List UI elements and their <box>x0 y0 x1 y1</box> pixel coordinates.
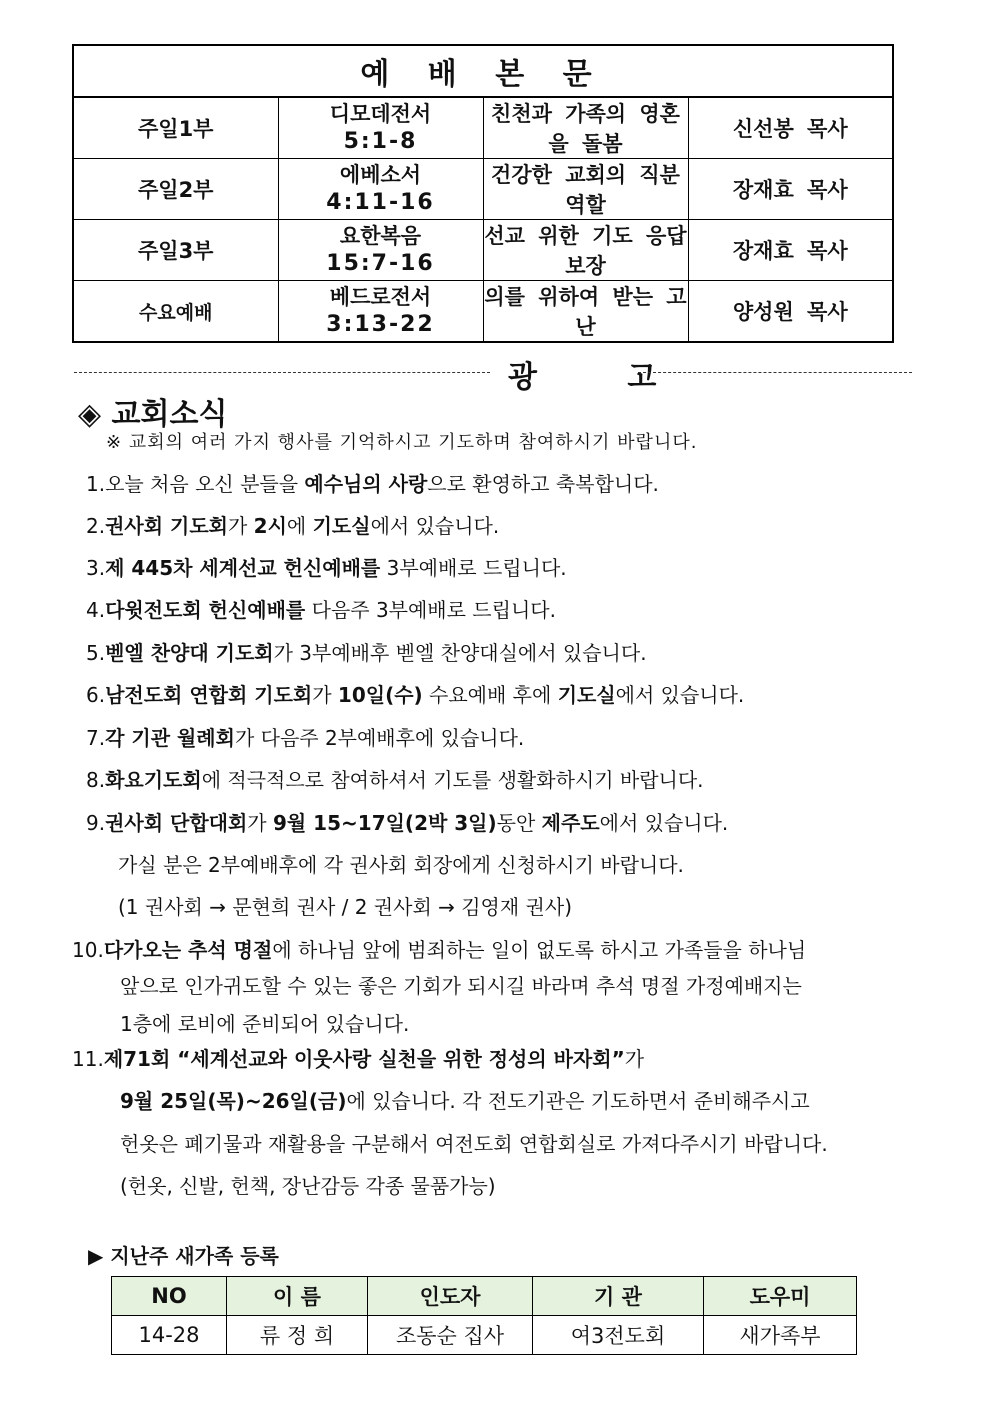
sermon-title: 건강한 교회의 직분 역할 <box>483 159 688 220</box>
cell-group: 여3전도회 <box>533 1316 704 1355</box>
emphasis-text: 남전도회 연합회 기도회 <box>105 683 313 707</box>
announcement-line <box>86 722 524 751</box>
text-segment: 가 다음주 2부예배후에 있습니다. <box>234 726 525 750</box>
cell-helper: 새가족부 <box>704 1316 857 1355</box>
text-segment: 앞으로 인가귀도할 수 있는 좋은 기회가 되시길 바라며 추석 명절 가정예배지는 <box>120 974 802 998</box>
text-segment: 다음주 3부예배로 드립니다. <box>305 598 556 622</box>
item-number: 10. <box>72 938 104 962</box>
service-name: 주일3부 <box>73 220 278 281</box>
ad-heading <box>72 352 912 395</box>
service-name: 주일1부 <box>73 97 278 159</box>
announcement-line <box>120 970 802 999</box>
emphasis-text: 예수님의 사랑 <box>304 472 428 496</box>
emphasis-text: 제주도 <box>541 811 600 835</box>
scripture <box>278 97 483 159</box>
announcement-line <box>118 849 684 878</box>
announcement-line <box>120 1128 828 1157</box>
item-number: 8. <box>86 768 106 792</box>
header-leader: 인도자 <box>368 1277 533 1316</box>
header-no: NO <box>112 1277 227 1316</box>
table-header-row <box>112 1277 857 1316</box>
emphasis-text: 다윗전도회 헌신예배를 <box>105 598 306 622</box>
emphasis-text: 9월 25일(목)~26일(금) <box>120 1089 347 1113</box>
scripture-book: 에베소서 <box>339 163 422 187</box>
item-number: 5. <box>86 641 106 665</box>
announcement-line <box>86 764 704 793</box>
sermon-title: 친천과 가족의 영혼을 돌봄 <box>483 97 688 159</box>
announcement-line <box>120 1008 409 1037</box>
item-number: 2. <box>86 514 106 538</box>
text-segment: 에 <box>286 514 313 538</box>
text-segment: (1 권사회 → 문현희 권사 / 2 권사회 → 김영재 권사) <box>118 895 573 919</box>
table-row <box>112 1316 857 1355</box>
scripture-ref: 15:7-16 <box>326 251 435 276</box>
scripture <box>278 220 483 281</box>
announcement-line <box>86 510 499 539</box>
section-title: ◈ 교회소식 <box>78 397 228 432</box>
notice-note: ※ 교회의 여러 가지 행사를 기억하시고 기도하며 참여하시기 바랍니다. <box>106 432 698 453</box>
dashed-divider <box>74 372 490 373</box>
sermon-title: 의를 위하여 받는 고난 <box>483 281 688 343</box>
scripture-book: 디모데전서 <box>329 102 432 126</box>
emphasis-text: 다가오는 추석 명절 <box>103 938 273 962</box>
text-segment: 가 3부예배후 벧엘 찬양대실에서 있습니다. <box>273 641 647 665</box>
scripture <box>278 159 483 220</box>
announcement-line <box>86 807 728 836</box>
announcement-line <box>86 594 556 623</box>
text-segment: 수요예배 후에 <box>422 683 558 707</box>
new-family-title: ▶ 지난주 새가족 등록 <box>88 1244 279 1268</box>
emphasis-text: 권사회 단합대회 <box>105 811 248 835</box>
preacher: 장재효 목사 <box>688 159 893 220</box>
emphasis-text: 각 기관 월례회 <box>105 726 235 750</box>
scripture-book: 요한복음 <box>339 224 422 248</box>
text-segment: 에서 있습니다. <box>370 514 500 538</box>
table-row <box>73 97 893 159</box>
preacher: 양성원 목사 <box>688 281 893 343</box>
text-segment: 에 적극적으로 참여하셔서 기도를 생활화하시기 바랍니다. <box>201 768 704 792</box>
item-number: 7. <box>86 726 106 750</box>
text-segment: 에서 있습니다. <box>599 811 729 835</box>
scripture-ref: 5:1-8 <box>343 129 418 154</box>
text-segment: 가 <box>312 683 338 707</box>
item-number: 3. <box>86 556 106 580</box>
emphasis-text: 화요기도회 <box>105 768 202 792</box>
sermon-table-title: 예 배 본 문 <box>73 45 893 97</box>
header-name: 이 름 <box>227 1277 368 1316</box>
item-number: 4. <box>86 598 106 622</box>
announcement-line <box>120 1170 496 1199</box>
text-segment: 오늘 처음 오신 분들을 <box>105 472 305 496</box>
text-segment: 에 하나님 앞에 범죄하는 일이 없도록 하시고 가족들을 하나님 <box>272 938 807 962</box>
text-segment: 가 <box>624 1047 645 1071</box>
cell-no: 14-28 <box>112 1316 227 1355</box>
table-row <box>73 220 893 281</box>
preacher: 신선봉 목사 <box>688 97 893 159</box>
text-segment: 에서 있습니다. <box>615 683 745 707</box>
text-segment: 가 <box>247 811 273 835</box>
text-segment: 1층에 로비에 준비되어 있습니다. <box>120 1012 410 1036</box>
announcement-line <box>86 637 647 666</box>
cell-leader: 조동순 집사 <box>368 1316 533 1355</box>
header-helper: 도우미 <box>704 1277 857 1316</box>
scripture-book: 베드로전서 <box>329 285 432 309</box>
text-segment: 동안 <box>496 811 542 835</box>
service-name: 주일2부 <box>73 159 278 220</box>
emphasis-text: 기도실 <box>557 683 616 707</box>
emphasis-text: 2시 <box>253 514 287 538</box>
text-segment: 으로 환영하고 축복합니다. <box>427 472 659 496</box>
announcement-line <box>72 1043 644 1072</box>
emphasis-text: 제71회 “세계선교와 이웃사랑 실천을 위한 정성의 바자회” <box>103 1047 625 1071</box>
table-row <box>73 281 893 343</box>
emphasis-text: 제 445차 세계선교 헌신예배를 <box>105 556 381 580</box>
text-segment: (헌옷, 신발, 헌책, 장난감등 각종 물품가능) <box>120 1174 496 1198</box>
header-group: 기 관 <box>533 1277 704 1316</box>
announcement-line <box>72 934 806 963</box>
item-number: 9. <box>86 811 106 835</box>
text-segment: 가 <box>227 514 254 538</box>
preacher: 장재효 목사 <box>688 220 893 281</box>
item-number: 1. <box>86 472 106 496</box>
ad-title: 광 고 <box>508 360 697 395</box>
dashed-divider <box>638 372 912 373</box>
item-number: 11. <box>72 1047 104 1071</box>
text-segment: 3부예배로 드립니다. <box>380 556 567 580</box>
text-segment: 에 있습니다. 각 전도기관은 기도하면서 준비해주시고 <box>346 1089 810 1113</box>
announcement-line <box>118 891 572 920</box>
item-number: 6. <box>86 683 106 707</box>
sermon-title: 선교 위한 기도 응답 보장 <box>483 220 688 281</box>
sermon-table <box>72 44 894 343</box>
emphasis-text: 권사회 기도회 <box>105 514 228 538</box>
service-name: 수요예배 <box>73 281 278 343</box>
emphasis-text: 벧엘 찬양대 기도회 <box>105 641 274 665</box>
emphasis-text: 9월 15~17일(2박 3일) <box>272 811 497 835</box>
text-segment: 헌옷은 폐기물과 재활용을 구분해서 여전도회 연합회실로 가져다주시기 바랍니다. <box>120 1132 828 1156</box>
scripture <box>278 281 483 343</box>
scripture-ref: 3:13-22 <box>326 312 435 337</box>
table-row <box>73 159 893 220</box>
emphasis-text: 기도실 <box>312 514 371 538</box>
announcement-line <box>120 1085 810 1114</box>
announcement-line <box>86 468 659 497</box>
text-segment: 가실 분은 2부예배후에 각 권사회 회장에게 신청하시기 바랍니다. <box>118 853 684 877</box>
cell-name: 류 정 희 <box>227 1316 368 1355</box>
announcement-line <box>86 552 567 581</box>
new-family-table <box>111 1276 857 1355</box>
announcement-line <box>86 679 744 708</box>
scripture-ref: 4:11-16 <box>326 190 435 215</box>
emphasis-text: 10일(수) <box>337 683 423 707</box>
